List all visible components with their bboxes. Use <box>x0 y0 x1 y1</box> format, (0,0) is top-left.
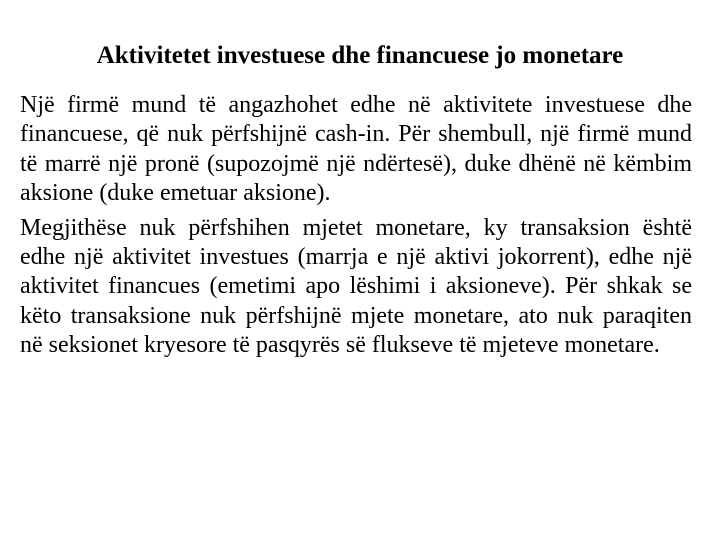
paragraph-2: Megjithëse nuk përfshihen mjetet monetare, ky transaksion është edhe një aktivitet investues (marrja e një aktivi jokorrent), edhe një aktivitet financues (emetimi apo lëshimi i aksioneve). Për shkak se këto transaksione nuk përfshijnë mjete monetare, ato nuk paraqiten në seksionet kryesore të pasqyrës së flukseve të mjeteve monetare. <box>20 214 692 359</box>
slide-title: Aktivitetet investuese dhe financuese jo monetare <box>96 42 624 69</box>
paragraph-1: Një firmë mund të angazhohet edhe në aktivitete investuese dhe financuese, që nuk përfshijnë cash-in. Për shembull, një firmë mund të marrë një pronë (supozojmë një ndërtesë), duke dhënë në këmbim aksione (duke emetuar aksione). <box>20 92 692 207</box>
slide-body <box>20 91 692 366</box>
